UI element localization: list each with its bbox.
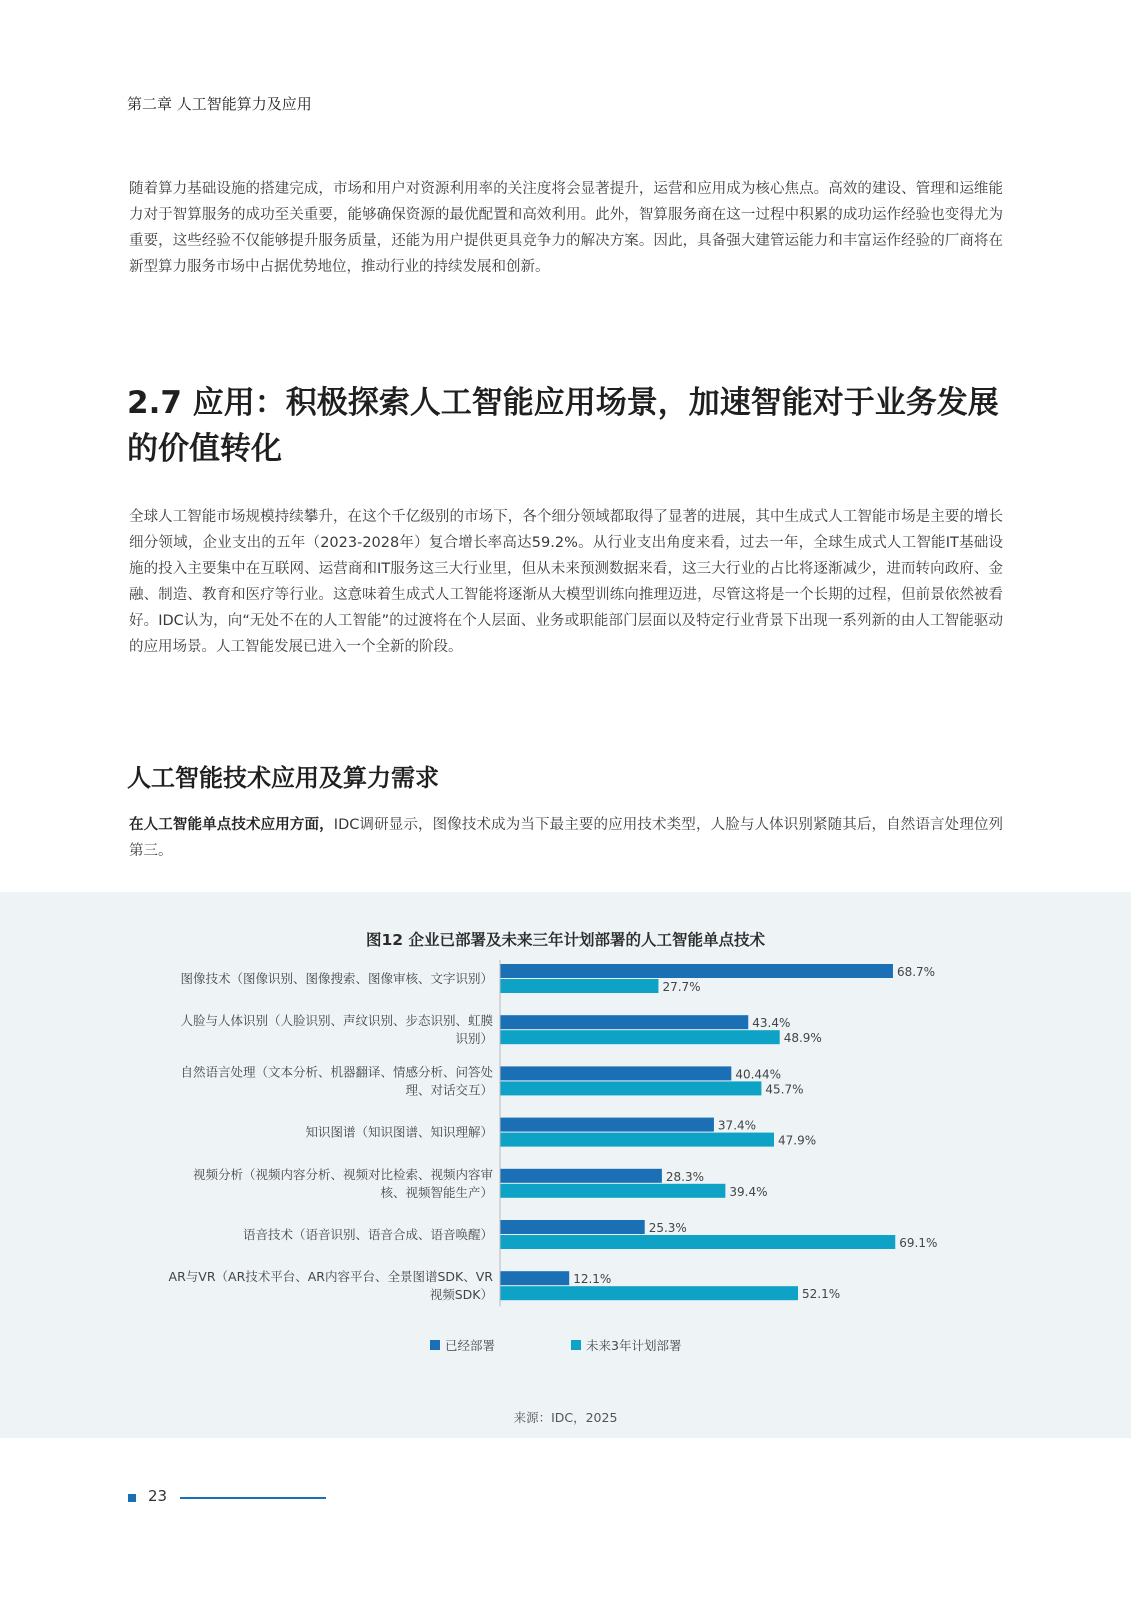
tech-paragraph-lead: 在人工智能单点技术应用方面， xyxy=(129,817,334,833)
bar xyxy=(500,1081,761,1095)
figure-title: 图12 企业已部署及未来三年计划部署的人工智能单点技术 xyxy=(366,931,765,949)
data-label: 40.44% xyxy=(735,1067,782,1082)
bar xyxy=(500,979,658,993)
category-label: 语音技术（语音识别、语音合成、语音唤醒） xyxy=(242,1227,493,1242)
tech-paragraph-body: IDC调研显示，图像技术成为当下最主要的应用技术类型，人脸与人体识别紧随其后，自然语言处理位列第三。 xyxy=(129,817,1004,859)
bar xyxy=(500,1220,645,1234)
footer-rule xyxy=(180,1497,326,1499)
footer-marker xyxy=(128,1494,136,1502)
data-label: 69.1% xyxy=(899,1236,938,1250)
bar xyxy=(500,1235,895,1249)
legend-swatch xyxy=(430,1340,440,1350)
bar xyxy=(500,964,893,978)
data-label: 25.3% xyxy=(648,1221,687,1235)
bar xyxy=(500,1271,569,1285)
subsection-title: 人工智能技术应用及算力需求 xyxy=(127,764,439,792)
running-header: 第二章 人工智能算力及应用 xyxy=(127,95,312,113)
data-label: 43.4% xyxy=(752,1016,791,1031)
section-title: 2.7 应用：积极探索人工智能应用场景，加速智能对于业务发展的价值转化 xyxy=(127,385,999,467)
market-paragraph: 全球人工智能市场规模持续攀升，在这个千亿级别的市场下，各个细分领域都取得了显著的进展，其中生成式人工智能市场是主要的增长细分领域，企业支出的五年（2023-2028年）复合增长率高达59.2%。从行业支出角度来看，过去一年，全球生成式人工智能IT基础设施的投入主要集中在互联网、运营商和IT服务这三大行业里，但从未来预测数据来看，这三大行业的占比将逐渐减少，进而转向政府、金融、制造、教育和医疗等行业。这意味着生成式人工智能将逐渐从大模型训练向推理迈进，尽管这将是一个长期的过程，但前景依然被看好。IDC认为，向“无处不在的人工智能”的过渡将在个人层面、业务或职能部门层面以及特定行业背景下出现一系列新的由人工智能驱动的应用场景。人工智能发展已进入一个全新的阶段。 xyxy=(129,509,1003,655)
figure-source: 来源：IDC，2025 xyxy=(513,1410,618,1425)
category-label: 核、视频智能生产） xyxy=(380,1184,493,1200)
category-label: AR与VR（AR技术平台、AR内容平台、全景图谱SDK、VR xyxy=(168,1269,493,1285)
data-label: 12.1% xyxy=(573,1272,612,1287)
data-label: 52.1% xyxy=(802,1287,841,1302)
data-label: 37.4% xyxy=(717,1118,757,1133)
figure-panel xyxy=(0,892,1131,1438)
legend-swatch xyxy=(571,1340,581,1350)
data-label: 68.7% xyxy=(896,965,936,979)
bar xyxy=(500,1015,748,1029)
category-label: 视频SDK） xyxy=(429,1287,493,1303)
data-label: 39.4% xyxy=(729,1184,768,1199)
data-label: 28.3% xyxy=(665,1169,705,1184)
bar xyxy=(500,1169,662,1183)
category-label: 自然语言处理（文本分析、机器翻译、情感分析、问答处 xyxy=(180,1064,493,1080)
category-label: 识别） xyxy=(455,1031,493,1047)
category-label: 知识图谱（知识图谱、知识理解） xyxy=(305,1124,493,1140)
page-number: 23 xyxy=(148,1487,168,1505)
category-label: 视频分析（视频内容分析、视频对比检索、视频内容审 xyxy=(192,1166,493,1182)
data-label: 27.7% xyxy=(662,980,701,994)
bar-chart xyxy=(0,892,1131,1438)
data-label: 45.7% xyxy=(765,1082,804,1097)
bar xyxy=(500,1118,714,1132)
legend-label: 未来3年计划部署 xyxy=(586,1338,682,1353)
intro-paragraph: 随着算力基础设施的搭建完成，市场和用户对资源利用率的关注度将会显著提升，运营和应用成为核心焦点。高效的建设、管理和运维能力对于智算服务的成功至关重要，能够确保资源的最优配置和高效利用。此外，智算服务商在这一过程中积累的成功运作经验也变得尤为重要，这些经验不仅能够提升服务质量，还能为用户提供更具竞争力的解决方案。因此，具备强大建管运能力和丰富运作经验的厂商将在新型算力服务市场中占据优势地位，推动行业的持续发展和创新。 xyxy=(129,181,1003,275)
bar xyxy=(500,1066,731,1080)
category-label: 理、对话交互） xyxy=(405,1082,493,1098)
bar xyxy=(500,1133,774,1147)
bar xyxy=(500,1184,725,1198)
bar xyxy=(500,1030,780,1044)
legend-label: 已经部署 xyxy=(445,1338,496,1353)
bar xyxy=(500,1286,798,1300)
tech-paragraph xyxy=(129,812,1003,864)
category-label: 人脸与人体识别（人脸识别、声纹识别、步态识别、虹膜 xyxy=(180,1013,493,1029)
category-label: 图像技术（图像识别、图像搜索、图像审核、文字识别） xyxy=(180,971,493,986)
data-label: 48.9% xyxy=(783,1031,822,1046)
data-label: 47.9% xyxy=(777,1133,817,1148)
